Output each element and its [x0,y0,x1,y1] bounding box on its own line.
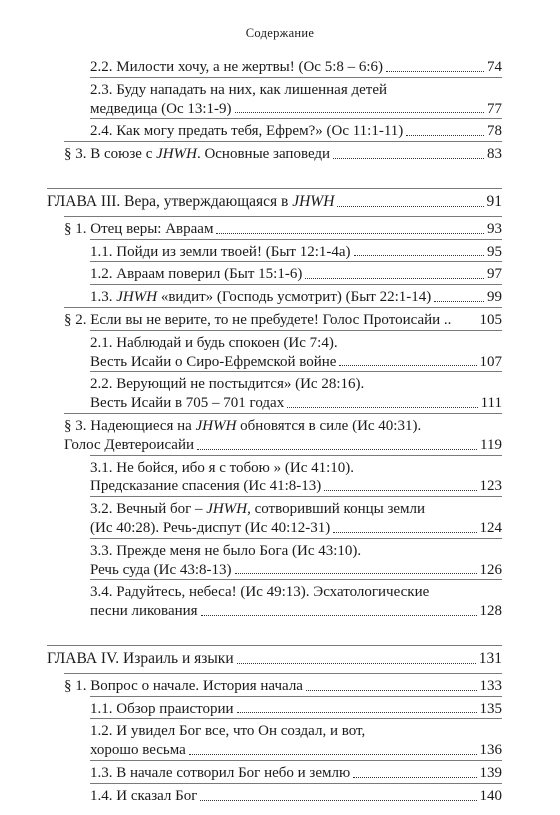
leader-dots [200,800,476,801]
entry-title: 1.2. Авраам поверил (Быт 15:1-6) [90,266,303,283]
toc-entry[interactable] [90,459,502,497]
entry-title-line: Речь суда (Ис 43:8-13) [90,561,232,578]
page-number: 128 [479,603,502,620]
leader-dots [237,712,477,713]
page-number: 99 [487,289,502,306]
toc-entry[interactable] [64,311,502,330]
toc-entry[interactable] [90,764,502,783]
entry-title-line: медведица (Ос 13:1-9) [90,100,232,117]
page-number: 83 [487,146,502,163]
entry-title: 2.4. Как могу предать тебя, Ефрем?» (Ос 11:1-11) [90,123,404,140]
leader-dots [339,365,476,366]
entry-title-line: § 3. Надеющиеся на JHWH обновятся в силе (Ис 40:31). [64,417,422,434]
leader-dots [434,301,484,302]
toc-entry[interactable] [90,265,502,284]
entry-title-line: 2.2. Верующий не постыдится» (Ис 28:16). [90,376,365,393]
page-number: 74 [487,59,502,75]
page-number: 133 [479,677,502,694]
entry-title-line: 3.2. Вечный бог – JHWH, сотворивший концы земли [90,501,426,518]
entry-title: 2.2. Милости хочу, а не жертвы! (Ос 5:8 – 6:6) [90,59,384,75]
entry-title-line: 3.1. Не бойся, ибо я с тобою » (Ис 41:10). [90,459,355,476]
entry-title: § 2. Если вы не верите, то не пребудете! Голос Протоисайи .. [64,311,452,328]
page-number: 111 [480,395,502,412]
leader-dots [201,615,477,616]
entry-title-line: Весть Исайи в 705 – 701 годах [90,395,285,412]
page-number: 139 [479,764,502,781]
leader-dots [354,255,484,256]
entry-title: 1.4. И сказал Бог [90,787,198,804]
entry-title: 1.1. Пойди из земли твоей! (Быт 12:1-4а) [90,243,351,260]
page-number: 135 [479,700,502,717]
page-number: 91 [486,192,502,210]
entry-title-line: песни ликования [90,603,198,620]
page-number: 107 [479,353,502,370]
entry-title-line: (Ис 40:28). Речь-диспут (Ис 40:12-31) [90,519,331,536]
toc-entry[interactable] [90,243,502,262]
toc-entry[interactable] [90,122,502,141]
toc-entry[interactable] [90,334,502,372]
page-number: 105 [479,311,502,328]
leader-dots [353,777,476,778]
running-head: Содержание [245,26,315,40]
entry-title: 1.3. JHWH «видит» (Господь усмотрит) (Быт 22:1-14) [90,289,432,306]
page-number: 78 [487,123,502,140]
toc-entry[interactable] [90,81,502,119]
leader-dots [216,233,484,234]
entry-title: 1.1. Обзор праистории [90,700,234,717]
leader-dots [324,490,476,491]
toc-entry[interactable] [90,542,502,580]
toc-chapter-entry[interactable] [47,193,502,212]
page-number: 77 [487,100,502,117]
page-number: 140 [479,787,502,804]
entry-title: 1.3. В начале сотворил Бог небо и землю [90,764,351,781]
page-number: 123 [479,478,502,495]
entry-title-line: 3.3. Прежде меня не было Бога (Ис 43:10). [90,542,362,559]
page-number: 93 [487,220,502,237]
leader-dots [287,407,477,408]
leader-dots [333,158,484,159]
leader-dots [235,573,477,574]
toc-entry[interactable] [90,787,502,806]
page-number: 124 [479,519,502,536]
leader-dots [197,449,477,450]
page-number: 131 [478,649,502,667]
entry-title-line: 2.1. Наблюдай и будь спокоен (Ис 7:4). [90,334,338,351]
toc-chapter-entry[interactable] [47,650,502,669]
leader-dots [235,112,484,113]
toc-entry[interactable] [64,417,502,455]
entry-title-line: Весть Исайи о Сиро-Ефремской войне [90,353,337,370]
leader-dots [386,71,484,72]
toc-entry[interactable] [90,722,502,760]
toc-entry[interactable] [64,677,502,696]
toc-entry[interactable] [64,145,502,164]
entry-title: § 3. В союзе с JHWH. Основные заповеди [64,146,331,163]
page-number: 97 [487,266,502,283]
entry-title: § 1. Вопрос о начале. История начала [64,677,303,694]
toc-entry[interactable] [90,700,502,719]
leader-dots [306,690,477,691]
leader-dots [333,532,476,533]
chapter-title: ГЛАВА III. Вера, утверждающаяся в JHWH [47,192,335,210]
page-number: 126 [479,561,502,578]
toc-entry[interactable] [90,58,502,77]
leader-dots [237,663,476,664]
leader-dots [305,278,484,279]
chapter-title: ГЛАВА IV. Израиль и языки [47,649,234,667]
toc-entry[interactable] [90,583,502,621]
entry-title-line: 2.3. Буду нападать на них, как лишенная детей [90,81,388,98]
entry-title-line: 3.4. Радуйтесь, небеса! (Ис 49:13). Эсхатологические [90,584,430,601]
toc-entry[interactable] [90,375,502,413]
page-number: 119 [480,436,502,453]
entry-title: § 1. Отец веры: Авраам [64,220,214,237]
leader-dots [406,135,484,136]
toc-entry[interactable] [90,500,502,538]
page-number: 95 [487,243,502,260]
toc-entry[interactable] [64,220,502,239]
entry-title-line: Голос Девтероисайи [64,436,194,453]
entry-title-line: 1.2. И увидел Бог все, что Он создал, и вот, [90,723,366,740]
entry-title-line: хорошо весьма [90,742,186,759]
entry-title-line: Предсказание спасения (Ис 41:8-13) [90,478,322,495]
table-of-contents [0,58,560,806]
page-number: 136 [479,742,502,759]
toc-entry[interactable] [90,288,502,307]
leader-dots [189,754,477,755]
leader-dots [337,206,483,207]
